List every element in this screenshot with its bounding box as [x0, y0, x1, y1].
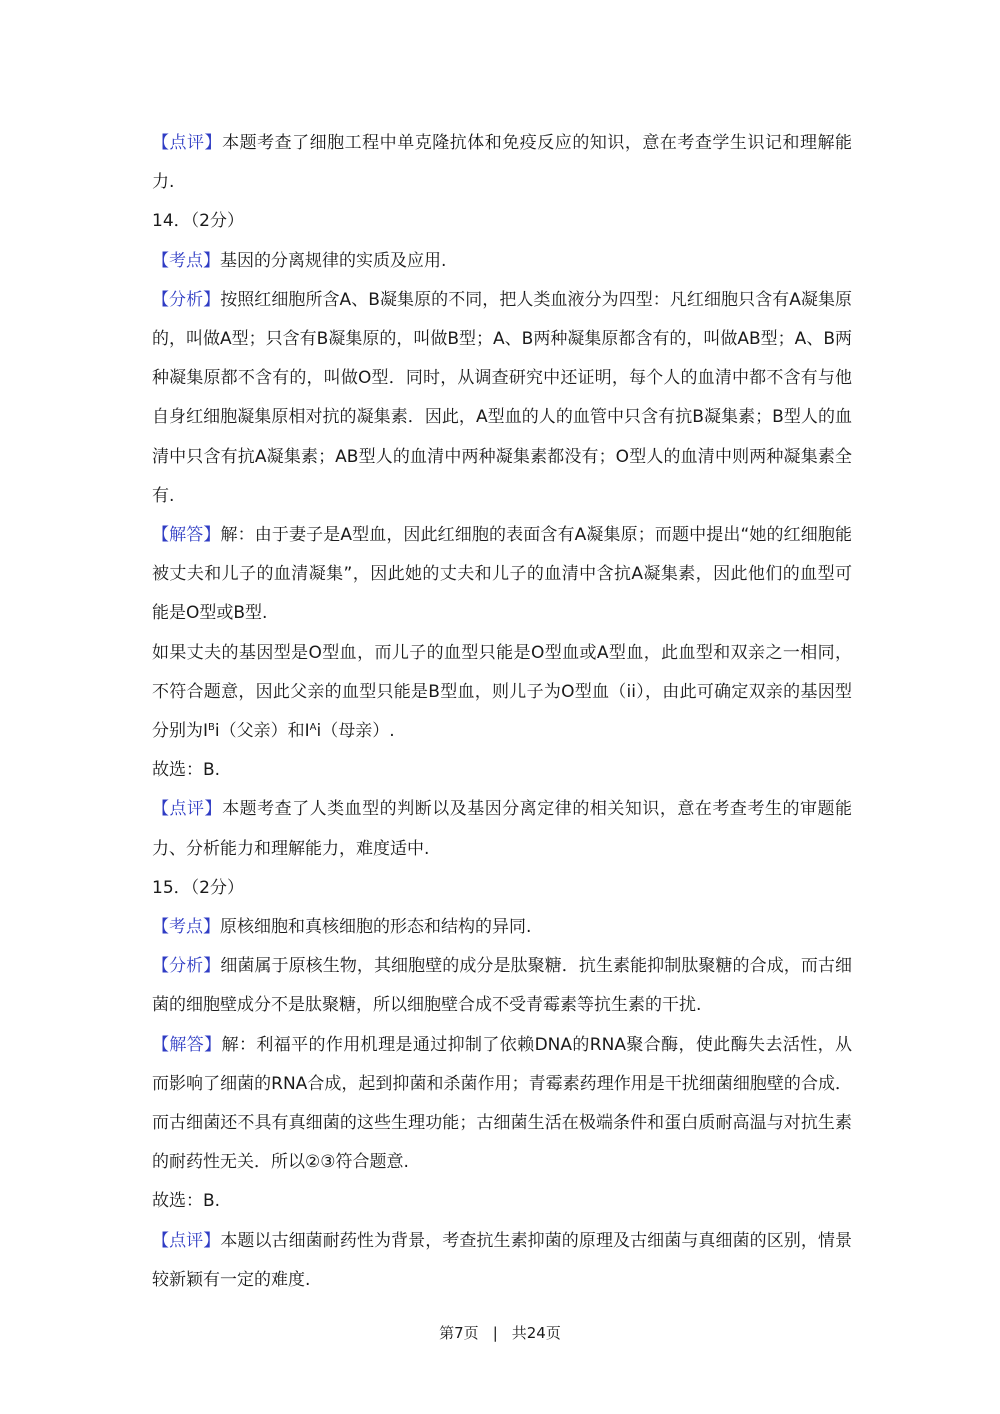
question-header-15: [152, 869, 852, 908]
comment-text: 本题考查了细胞工程中单克隆抗体和免疫反应的知识，意在考查学生识记和理解能力.: [152, 133, 853, 193]
answer-text: 解：由于妻子是A型血，因此红细胞的表面含有A凝集原；而题中提出“她的红细胞能被丈夫和儿子的血清凝集”，因此她的丈夫和儿子的血清中含抗A凝集素，因此他们的血型可能是O型或B型.: [152, 525, 852, 624]
answer-tag: 【解答】: [152, 1034, 222, 1055]
total-pages-label: 共24页: [511, 1324, 561, 1342]
genotype-middle-text: i（父亲）和I: [214, 721, 310, 742]
answer-tag: 【解答】: [152, 525, 221, 546]
page-content: [152, 124, 852, 1300]
genotype-end-text: i（母亲）.: [316, 721, 395, 742]
analysis-paragraph-q15: [152, 947, 852, 1025]
analysis-tag: 【分析】: [152, 956, 221, 977]
comment-tag: 【点评】: [152, 1230, 221, 1251]
keypoint-paragraph-q14: [152, 242, 852, 281]
genotype-superscript-b: B: [208, 722, 215, 734]
question-number: 15．（2分）: [152, 877, 244, 898]
keypoint-text: 基因的分离规律的实质及应用.: [220, 250, 447, 271]
keypoint-tag: 【考点】: [152, 917, 220, 938]
comment-tag: 【点评】: [152, 799, 223, 820]
question-header-14: [152, 202, 852, 241]
question-number: 14．（2分）: [152, 211, 244, 232]
comment-text: 本题以古细菌耐药性为背景，考查抗生素抑菌的原理及古细菌与真细菌的区别，情景较新颖有一定的难度.: [152, 1230, 853, 1290]
analysis-tag: 【分析】: [152, 289, 221, 310]
comment-paragraph-q13: [152, 124, 852, 202]
choice-text: 故选：B.: [152, 760, 221, 781]
choice-text: 故选：B.: [152, 1191, 221, 1212]
answer-paragraph-q15: [152, 1026, 852, 1183]
answer-continuation-text: 如果丈夫的基因型是O型血，而儿子的血型只能是O型血或A型血，此血型和双亲之一相同，不符合题意，因此父亲的血型只能是B型血，则儿子为O型血（ii），由此可确定双亲的基因型分别为I: [152, 642, 852, 742]
analysis-text: 细菌属于原核生物，其细胞壁的成分是肽聚糖．抗生素能抑制肽聚糖的合成，而古细菌的细胞壁成分不是肽聚糖，所以细胞壁合成不受青霉素等抗生素的干扰.: [152, 956, 853, 1016]
answer-text: 解：利福平的作用机理是通过抑制了依赖DNA的RNA聚合酶，使此酶失去活性，从而影响了细菌的RNA合成，起到抑菌和杀菌作用；青霉素药理作用是干扰细菌细胞壁的合成．而古细菌还不具有真细菌的这些生理功能；古细菌生活在极端条件和蛋白质耐高温与对抗生素的耐药性无关．所以②③符合题意.: [152, 1034, 853, 1173]
choice-paragraph-q15: [152, 1182, 852, 1221]
page-footer: [0, 1322, 1000, 1343]
keypoint-tag: 【考点】: [152, 250, 220, 271]
comment-text: 本题考查了人类血型的判断以及基因分离定律的相关知识，意在考查考生的审题能力、分析能力和理解能力，难度适中.: [152, 799, 853, 859]
current-page-label: 第7页: [439, 1324, 479, 1342]
answer-paragraph-q14: [152, 516, 852, 634]
comment-tag: 【点评】: [152, 133, 223, 153]
keypoint-text: 原核细胞和真核细胞的形态和结构的异同.: [220, 917, 532, 938]
analysis-text: 按照红细胞所含A、B凝集原的不同，把人类血液分为四型：凡红细胞只含有A凝集原的，叫做A型；只含有B凝集原的，叫做B型；A、B两种凝集原都含有的，叫做AB型；A、B两种凝集原都不含有的，叫做O型．同时，从调查研究中还证明，每个人的血清中都不含有与他自身红细胞凝集原相对抗的凝集素．因此，A型血的人的血管中只含有抗B凝集素；B型人的血清中只含有抗A凝集素；AB型人的血清中两种凝集素都没有；O型人的血清中则两种凝集素全有.: [152, 289, 852, 506]
genotype-superscript-a: A: [309, 722, 317, 734]
choice-paragraph-q14: [152, 751, 852, 790]
keypoint-paragraph-q15: [152, 908, 852, 947]
answer-continuation-q14: [152, 634, 852, 752]
comment-paragraph-q15: [152, 1222, 852, 1300]
footer-separator: |: [492, 1324, 498, 1342]
comment-paragraph-q14: [152, 790, 852, 868]
analysis-paragraph-q14: [152, 281, 852, 516]
